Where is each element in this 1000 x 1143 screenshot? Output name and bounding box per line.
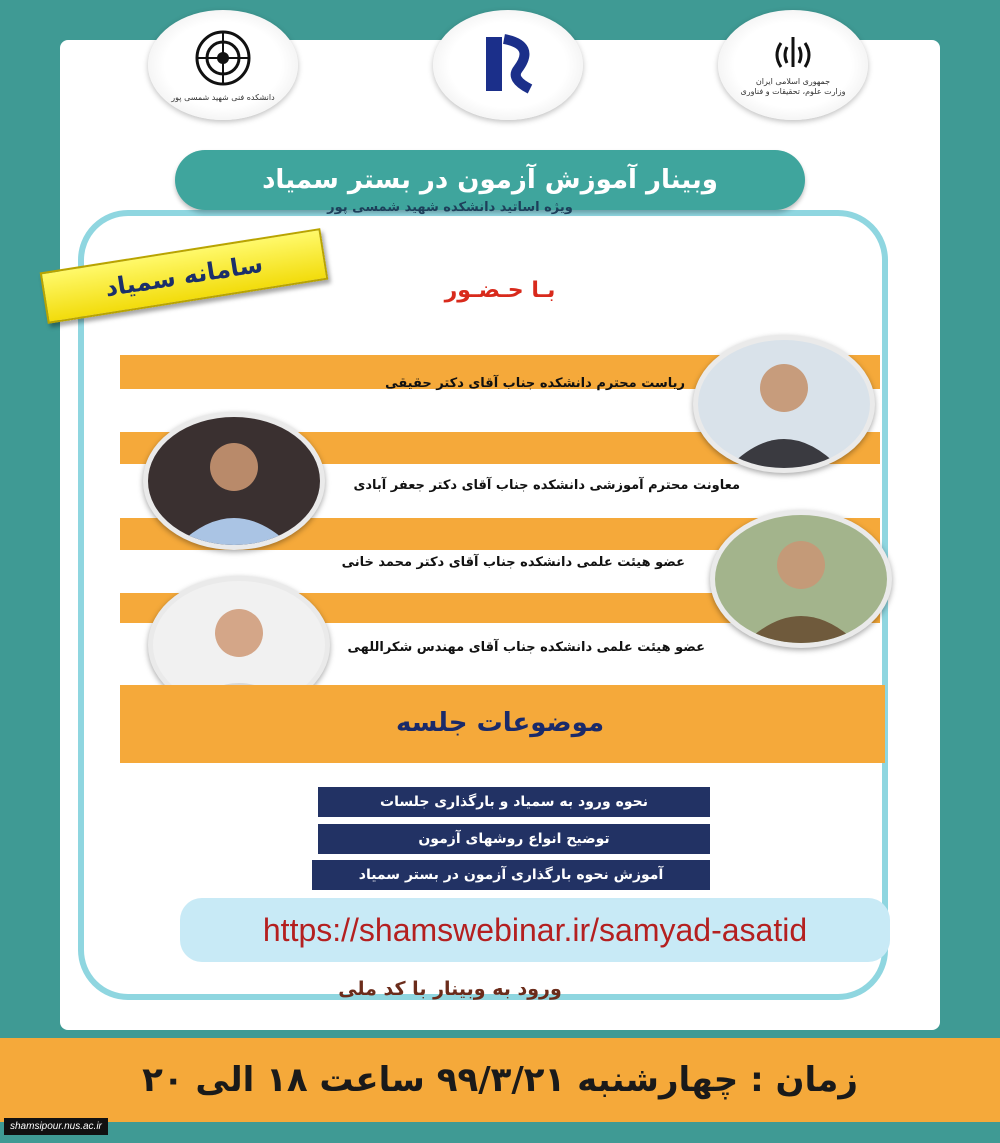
speaker-2-photo <box>143 412 325 550</box>
speaker-3-text: عضو هیئت علمی دانشکده جناب آقای دکتر محمد خانی <box>341 555 685 570</box>
topic-item-2: توضیح انواع روشهای آزمون <box>318 824 710 854</box>
speaker-3-photo <box>710 510 892 648</box>
time-bar <box>0 1038 1000 1122</box>
topic-item-3: آموزش نحوه بارگذاری آزمون در بستر سمیاد <box>312 860 710 890</box>
badge-label: سامانه سمیاد <box>103 249 265 303</box>
person-icon <box>148 417 320 545</box>
person-icon <box>715 515 887 643</box>
ministry-logo-caption: جمهوری اسلامی ایران وزارت علوم، تحقیقات و فناوری <box>740 77 846 96</box>
person-icon <box>698 340 870 468</box>
college-emblem-icon <box>188 27 258 89</box>
ministry-logo <box>718 10 868 120</box>
speaker-1-photo <box>693 335 875 473</box>
page-subtitle: ویژه اساتید دانشکده شهید شمسی پور <box>327 200 573 215</box>
login-note: ورود به وبینار با کد ملی <box>338 978 562 1000</box>
speaker-1-text: ریاست محترم دانشکده جناب آقای دکتر حقیقی <box>385 376 685 391</box>
topics-title: موضوعات جلسه <box>395 708 605 738</box>
presence-heading: بـا حـضـور <box>444 278 556 303</box>
event-time: زمان : چهارشنبه ۹۹/۳/۲۱ ساعت ۱۸ الی ۲۰ <box>142 1060 858 1100</box>
speaker-2-text: معاونت محترم آموزشی دانشکده جناب آقای دکتر جعفر آبادی <box>353 478 740 493</box>
college-logo <box>148 10 298 120</box>
topic-item-1: نحوه ورود به سمیاد و بارگذاری جلسات <box>318 787 710 817</box>
iran-emblem-icon <box>767 33 819 73</box>
footer-website: shamsipour.nus.ac.ir <box>4 1118 108 1135</box>
university-emblem-icon <box>468 25 548 105</box>
webinar-link[interactable]: https://shamswebinar.ir/samyad-asatid <box>262 911 808 948</box>
speaker-4-text: عضو هیئت علمی دانشکده جناب آقای مهندس شکراللهی <box>347 640 705 655</box>
page-title: وبینار آموزش آزمون در بستر سمیاد <box>262 165 718 195</box>
webinar-link-band <box>180 898 890 962</box>
college-logo-caption: دانشکده فنی شهید شمسی پور <box>171 93 275 102</box>
university-logo <box>433 10 583 120</box>
